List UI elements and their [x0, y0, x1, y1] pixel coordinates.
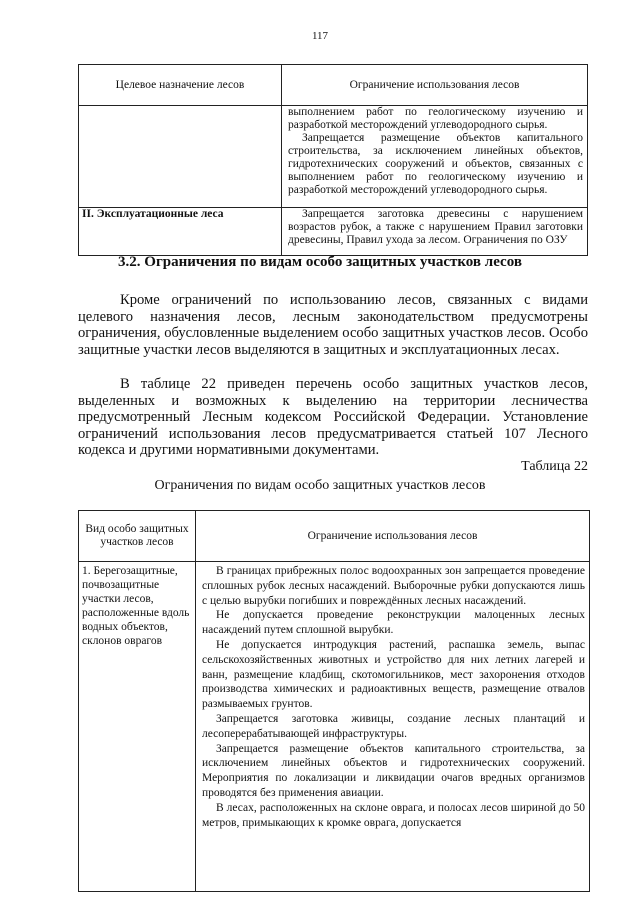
paragraph-text: Кроме ограничений по использованию лесов, связанных с видами целевого назначения лесов, лесным законодательством предусмотрены ограничения, обусловленные выделением особо защитных участков лесов. Особо защитные участки лесов выделяются в защитных и эксплуатационных лесах. — [78, 292, 588, 358]
cell-paragraph: Запрещается заготовка древесины с нарушением возрастов рубок, а также с нарушением Правил заготовки древесины, Правил ухода за лесом. Ограничения по ОЗУ — [288, 208, 583, 246]
column-header-restriction: Ограничение использования лесов — [282, 65, 588, 106]
table-cell-restriction — [282, 208, 588, 256]
cell-paragraph: В лесах, расположенных на склоне оврага, и полосах лесов шириной до 50 метров, примыкающих к кромке оврага, допускается — [202, 801, 585, 829]
table-cell-restriction — [196, 562, 590, 892]
table-cell-restriction — [282, 106, 588, 208]
restrictions-continuation-table — [78, 64, 588, 256]
table-cell-area-type: 1. Берегозащитные, почвозащитные участки лесов, расположенные вдоль водных объектов, склонов оврагов — [79, 562, 196, 892]
cell-paragraph: Не допускается интродукция растений, распашка земель, выпас сельскохозяйственных животных и устройство для них летних лагерей и ванн, размещение кладбищ, скотомогильников, мест захоронения отходов производства химических и радиоактивных веществ, размещение отвалов размываемых грунтов. — [202, 638, 585, 711]
section-heading: 3.2. Ограничения по видам особо защитных участков лесов — [118, 254, 522, 270]
table-row — [79, 208, 588, 256]
column-header-restriction: Ограничение использования лесов — [196, 511, 590, 562]
cell-paragraph: Запрещается заготовка живицы, создание лесных плантаций и лесоперерабатывающей инфраструктуры. — [202, 712, 585, 740]
table-cell-empty — [79, 106, 282, 208]
column-header-purpose: Целевое назначение лесов — [79, 65, 282, 106]
table-header-row — [79, 511, 590, 562]
cell-paragraph: выполнением работ по геологическому изучению и разработкой месторождений углеводородного сырья. — [288, 106, 583, 131]
table-row — [79, 106, 588, 208]
table-title: Ограничения по видам особо защитных участков лесов — [154, 478, 486, 493]
body-paragraph-1 — [78, 292, 588, 358]
table-header-row — [79, 65, 588, 106]
cell-paragraph: Запрещается размещение объектов капитального строительства, за исключением линейных объектов, гидротехнических сооружений и объектов, связанных с выполнением работ по геологическому изучению и разработкой месторождений углеводородного сырья. — [288, 132, 583, 196]
cell-paragraph: В границах прибрежных полос водоохранных зон запрещается проведение сплошных рубок лесных насаждений. Выборочные рубки допускаются лишь с целью вырубки погибших и повреждённых лесных насаждений. — [202, 565, 585, 607]
table-row — [79, 562, 590, 892]
body-paragraph-2 — [78, 376, 588, 459]
cell-paragraph: Запрещается размещение объектов капитального строительства, за исключением линейных объектов и гидротехнических сооружений. Мероприятия по локализации и ликвидации очагов вредных организмов проводятся без применения авиации. — [202, 742, 585, 799]
table-cell-purpose: II. Эксплуатационные леса — [79, 208, 282, 256]
cell-paragraph: Не допускается проведение реконструкции малоценных лесных насаждений путем сплошной вырубки. — [202, 609, 585, 637]
protective-areas-table — [78, 510, 590, 892]
table-number: Таблица 22 — [521, 459, 588, 474]
page-number: 117 — [311, 30, 329, 42]
column-header-area-type: Вид особо защитных участков лесов — [79, 511, 196, 562]
paragraph-text: В таблице 22 приведен перечень особо защитных участков лесов, выделенных и возможных к выделению на территории лесничества предусмотренный Лесным кодексом Российской Федерации. Установление ограничений использования лесов предусматривается статьей 107 Лесного кодекса и другими нормативными документами. — [78, 376, 588, 458]
